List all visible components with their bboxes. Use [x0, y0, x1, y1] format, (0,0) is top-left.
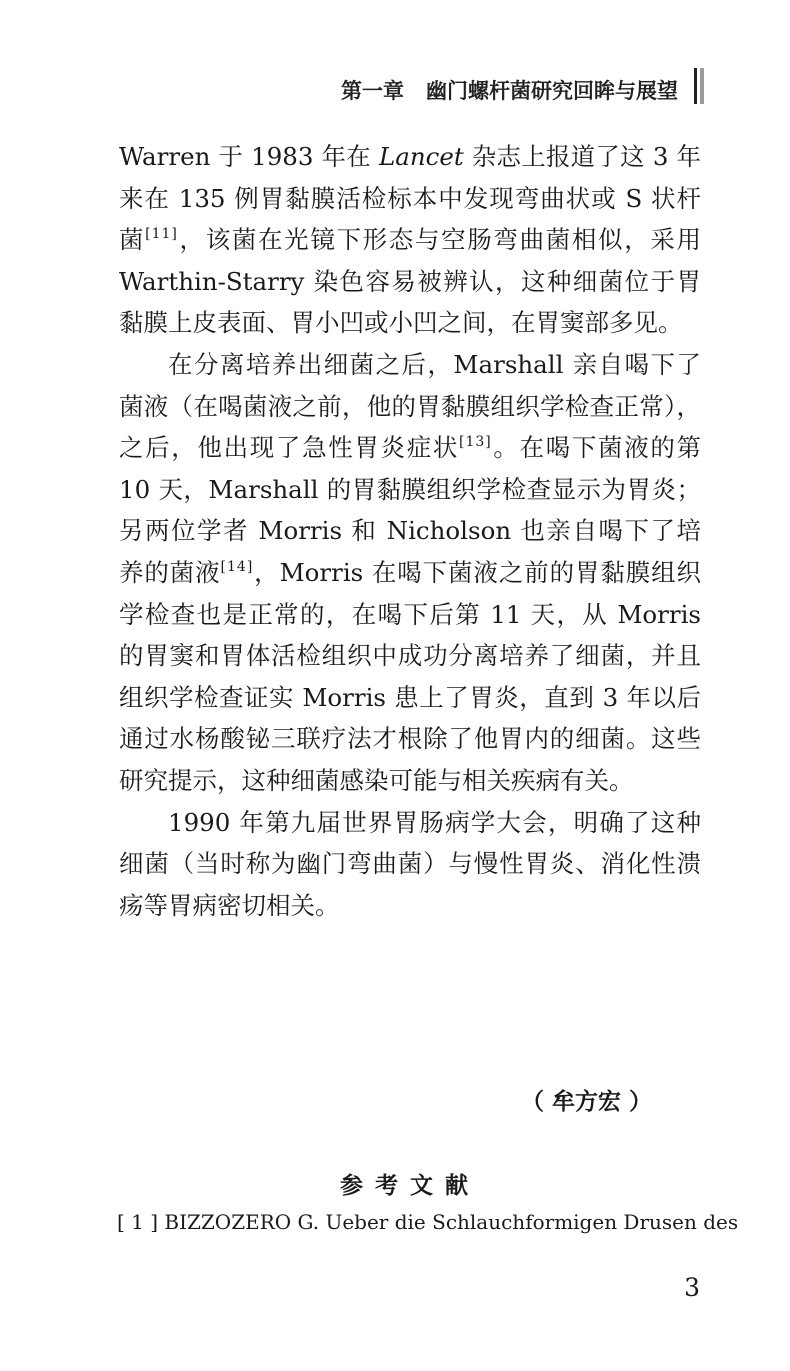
- running-header: [341, 70, 704, 110]
- header-divider-bar: [694, 68, 704, 104]
- citation-ref: [11]: [145, 226, 178, 243]
- chapter-number: 第一章: [341, 79, 404, 103]
- reference-text: BIZZOZERO G. Ueber die Schlauchformigen Drusen des: [164, 1210, 739, 1234]
- paragraph-text: 杂志上报道了这 3 年来在 135 例胃黏膜活检标本中发现弯曲状或 S 状杆菌: [119, 142, 701, 255]
- paragraph-marshall: [119, 344, 701, 802]
- paragraph-text: 在分离培养出细菌之后，Marshall 亲自喝下了菌液（在喝菌液之前，他的胃黏膜组织学检查正常），之后，他出现了急性胃炎症状: [119, 349, 701, 463]
- chapter-title: 幽门螺杆菌研究回眸与展望: [426, 79, 678, 103]
- page-number: 3: [684, 1273, 700, 1302]
- paragraph-text: Warren 于 1983 年在: [119, 142, 379, 171]
- reference-number: [ 1 ]: [117, 1210, 159, 1234]
- reference-item: [117, 1210, 739, 1234]
- paragraph-text: ，该菌在光镜下形态与空肠弯曲菌相似，采用 Warthin-Starry 染色容易被辨认，这种细菌位于胃黏膜上皮表面、胃小凹或小凹之间，在胃窦部多见。: [119, 225, 701, 338]
- journal-name: Lancet: [378, 142, 464, 171]
- citation-ref: [14]: [220, 558, 254, 575]
- references-heading: 参考文献: [340, 1173, 480, 1199]
- paragraph-text: 1990 年第九届世界胃肠病学大会，明确了这种细菌（当时称为幽门弯曲菌）与慢性胃炎、消化性溃疡等胃病密切相关。: [119, 807, 701, 920]
- paragraph-warren: [119, 136, 701, 344]
- paragraph-text: ，Morris 在喝下菌液之前的胃黏膜组织学检查也是正常的，在喝下后第 11 天，从 Morris 的胃窦和胃体活检组织中成功分离培养了细菌，并且组织学检查证实 Morris 患上了胃炎，直到 3 年以后通过水杨酸铋三联疗法才根除了他胃内的细菌。这些研究提示，这种细菌感染可能与相关疾病有关。: [119, 557, 702, 795]
- citation-ref: [13]: [459, 434, 492, 451]
- paragraph-text: 。在喝下菌液的第 10 天，Marshall 的胃黏膜组织学检查显示为胃炎；另两位学者 Morris 和 Nicholson 也亲自喝下了培养的菌液: [119, 433, 702, 587]
- paragraph-congress: [119, 802, 701, 927]
- article-body: [119, 136, 701, 926]
- author-credit: （ 牟方宏 ）: [520, 1089, 652, 1115]
